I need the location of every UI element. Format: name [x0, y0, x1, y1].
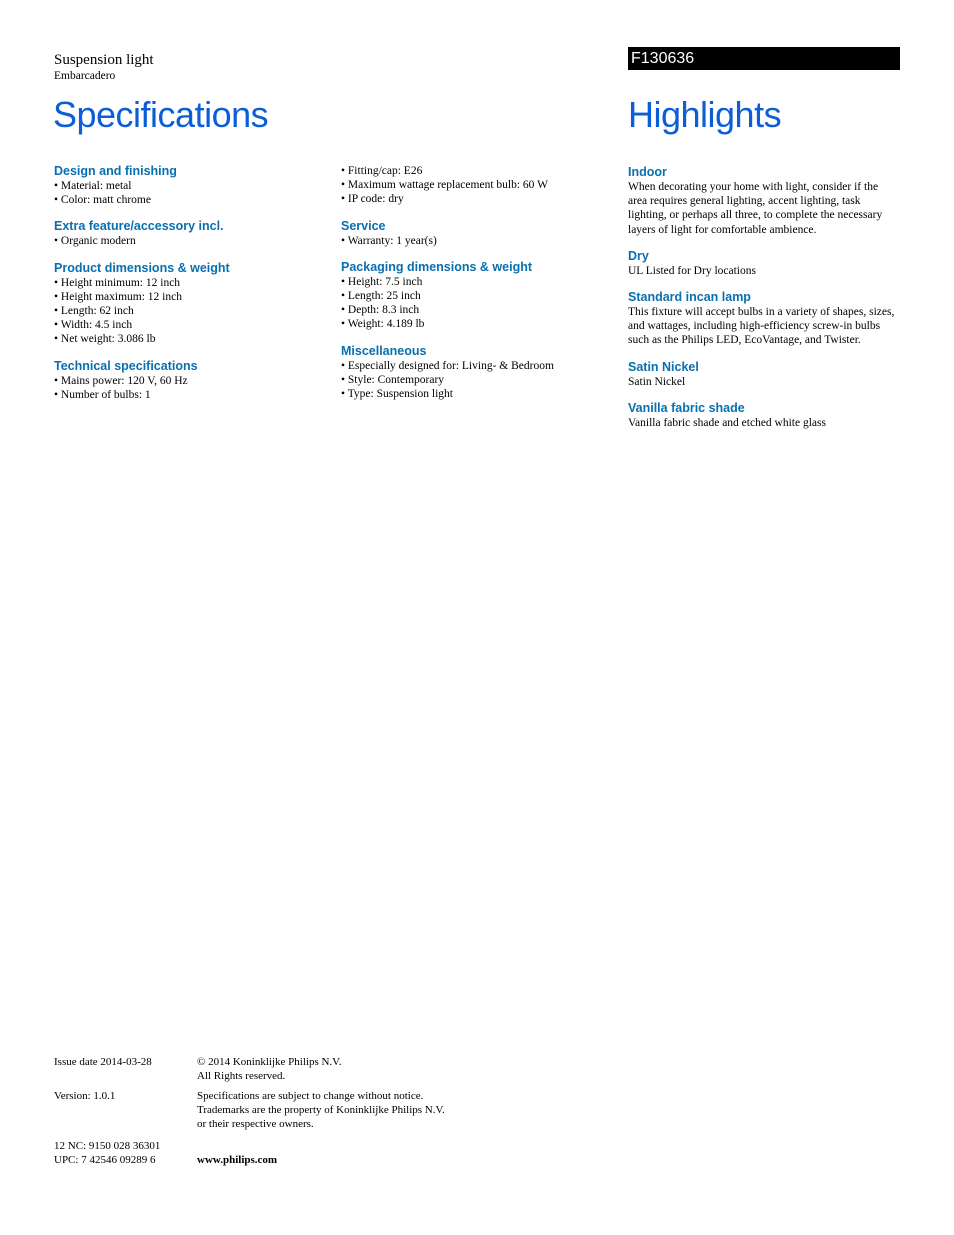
spec-section-title: Product dimensions & weight [54, 260, 230, 275]
spec-item: • Type: Suspension light [341, 387, 611, 401]
highlights-column [628, 165, 900, 442]
spec-list [54, 234, 324, 248]
spec-list [54, 179, 324, 207]
spec-item: • Warranty: 1 year(s) [341, 234, 611, 248]
highlight-title: Satin Nickel [628, 359, 699, 374]
spec-item: • Fitting/cap: E26 [341, 164, 611, 178]
spec-item: • Height minimum: 12 inch [54, 276, 324, 290]
highlight-section [628, 401, 900, 430]
specifications-title: Specifications [53, 94, 269, 135]
product-code-bar: F130636 [628, 47, 900, 70]
spec-item: • Weight: 4.189 lb [341, 317, 611, 331]
specs-column-1 [54, 164, 324, 414]
spec-lead-list [341, 164, 611, 207]
spec-section-title: Extra feature/accessory incl. [54, 219, 224, 234]
spec-section [54, 164, 324, 207]
spec-item: • Especially designed for: Living- & Bedroom [341, 359, 611, 373]
spec-item: • Net weight: 3.086 lb [54, 332, 324, 346]
spec-section [54, 359, 324, 402]
highlight-text: UL Listed for Dry locations [628, 264, 756, 277]
product-type: Suspension light [54, 52, 154, 68]
spec-section [341, 260, 611, 332]
spec-section [54, 219, 324, 248]
spec-item: • Maximum wattage replacement bulb: 60 W [341, 178, 611, 192]
specs-column-2 [341, 164, 611, 413]
highlight-text: When decorating your home with light, consider if the area requires general lighting, accent lighting, task lighting, or perhaps all three, to complete the necessary layers of light for comfortable ambience. [628, 181, 883, 236]
spec-list [341, 234, 611, 248]
copyright-line-1: © 2014 Koninklijke Philips N.V. [197, 1056, 342, 1068]
website-link[interactable]: www.philips.com [197, 1154, 278, 1166]
nc-number: 12 NC: 9150 028 36301 [54, 1140, 161, 1152]
spec-item: • Style: Contemporary [341, 373, 611, 387]
spec-section-title: Design and finishing [54, 164, 177, 178]
spec-section [341, 344, 611, 402]
highlight-section [628, 249, 900, 278]
spec-section-title: Service [341, 218, 386, 233]
issue-date: Issue date 2014-03-28 [54, 1056, 152, 1068]
highlight-title: Vanilla fabric shade [628, 400, 745, 415]
highlight-text: Vanilla fabric shade and etched white glass [628, 416, 826, 429]
spec-list [341, 359, 611, 402]
spec-item: • Height maximum: 12 inch [54, 290, 324, 304]
highlight-title: Indoor [628, 165, 667, 179]
highlight-section [628, 360, 900, 389]
notice-line-1: Specifications are subject to change without notice. [197, 1090, 424, 1102]
highlight-title: Standard incan lamp [628, 290, 751, 305]
spec-item: • Material: metal [54, 179, 324, 193]
highlight-text: This fixture will accept bulbs in a variety of shapes, sizes, and wattages, including high-efficiency screw-in bulbs such as the Philips LED, EcoVantage, and Twister. [628, 306, 895, 347]
notice-line-2: Trademarks are the property of Koninklijke Philips N.V. [197, 1104, 445, 1116]
highlight-text: Satin Nickel [628, 375, 686, 388]
highlight-section [628, 165, 900, 237]
highlights-title: Highlights [628, 94, 782, 135]
spec-item: • Length: 62 inch [54, 304, 324, 318]
spec-item: • Color: matt chrome [54, 193, 324, 207]
spec-list [341, 275, 611, 332]
spec-section [341, 219, 611, 248]
spec-item: • Depth: 8.3 inch [341, 303, 611, 317]
copyright-line-2: All Rights reserved. [197, 1070, 286, 1082]
notice-line-3: or their respective owners. [197, 1118, 314, 1130]
product-name: Embarcadero [54, 70, 116, 82]
spec-item: • Length: 25 inch [341, 289, 611, 303]
spec-item: • Organic modern [54, 234, 324, 248]
spec-item: • Mains power: 120 V, 60 Hz [54, 374, 324, 388]
spec-item: • Number of bulbs: 1 [54, 388, 324, 402]
version: Version: 1.0.1 [54, 1090, 116, 1102]
spec-list [54, 276, 324, 347]
spec-section [54, 261, 324, 347]
spec-item: • Width: 4.5 inch [54, 318, 324, 332]
spec-item: • Height: 7.5 inch [341, 275, 611, 289]
spec-item: • IP code: dry [341, 192, 611, 206]
highlight-title: Dry [628, 248, 649, 263]
spec-section-title: Packaging dimensions & weight [341, 259, 533, 274]
spec-list [54, 374, 324, 402]
spec-section-title: Technical specifications [54, 358, 198, 373]
upc-number: UPC: 7 42546 09289 6 [54, 1154, 156, 1166]
highlight-section [628, 290, 900, 348]
spec-section-title: Miscellaneous [341, 343, 427, 358]
